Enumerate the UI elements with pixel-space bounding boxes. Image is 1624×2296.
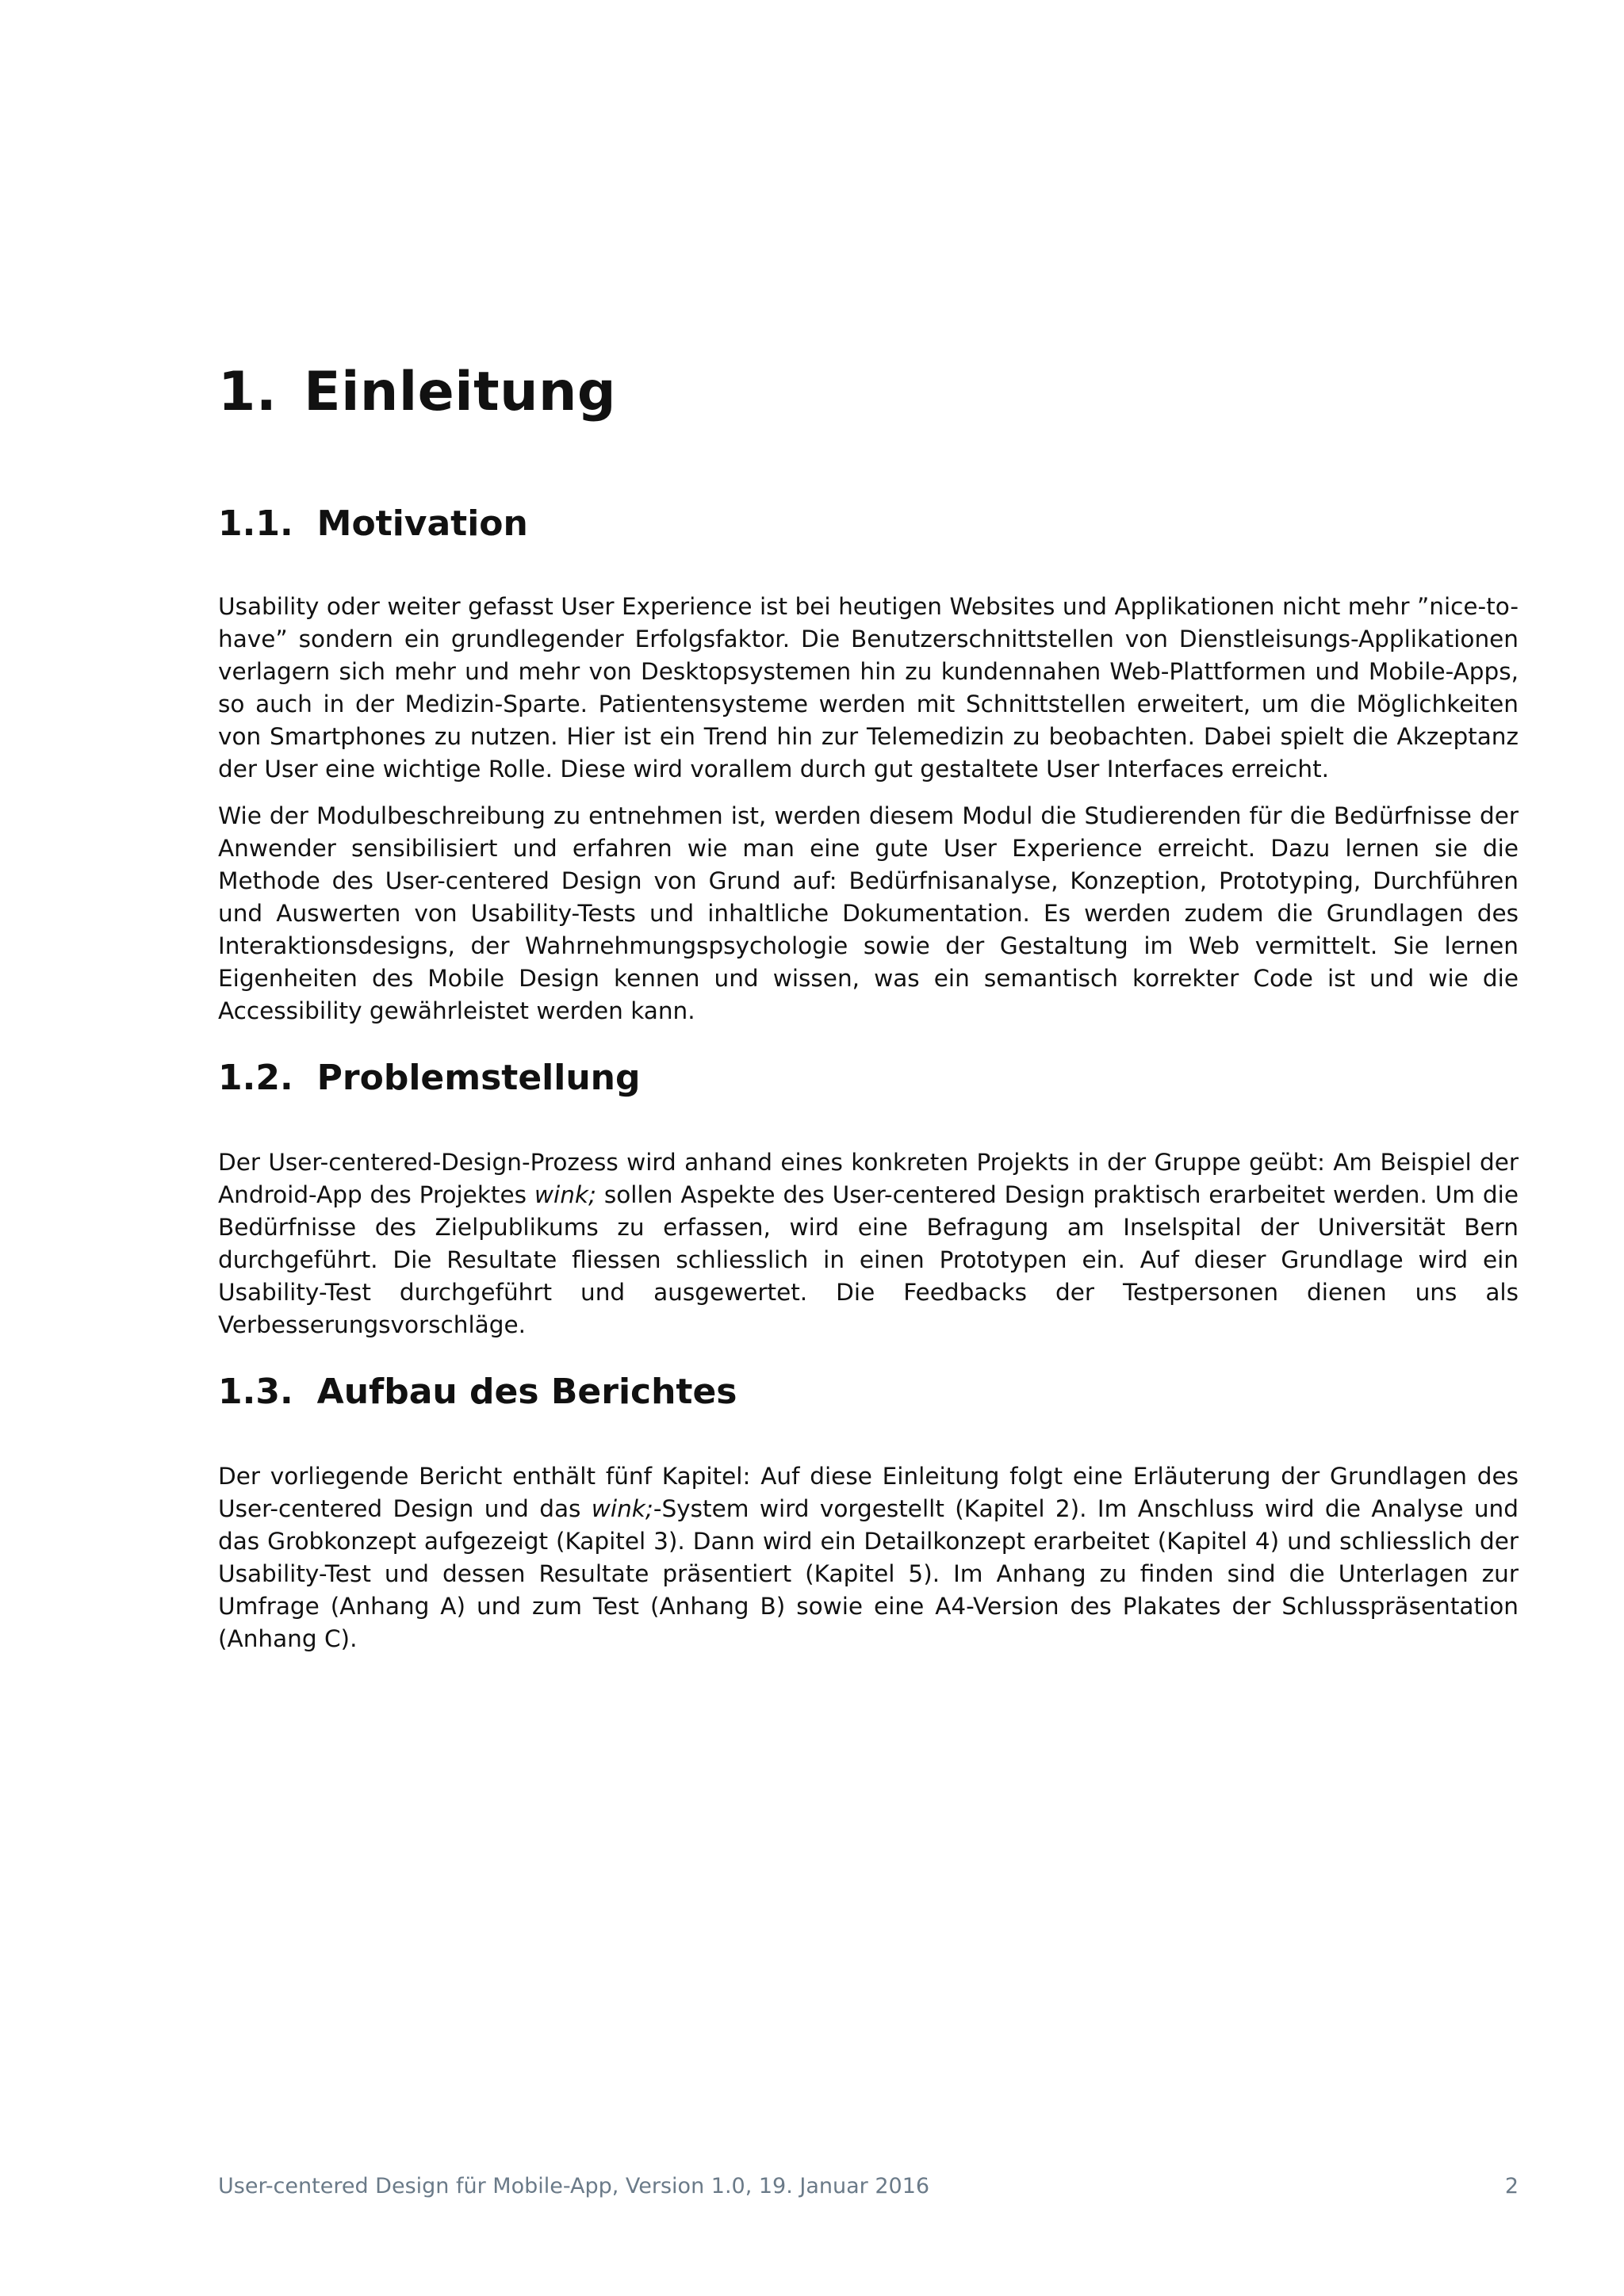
section-number: 1.3. <box>218 1372 293 1412</box>
chapter-title <box>218 363 616 423</box>
section-title-text: Motivation <box>316 503 528 544</box>
paragraph-text: Der vorliegende Bericht enthält fünf Kapitel: Auf diese Einleitung folgt eine Erläuterung der Grundlagen des User-centered Design und das <box>218 1463 1519 1522</box>
section-title-motivation <box>218 505 528 543</box>
project-name-wink: wink; <box>534 1181 596 1208</box>
paragraph-motivation-1: Usability oder weiter gefasst User Experience ist bei heutigen Websites und Applikationen nicht mehr ”nice-to-have” sondern ein grundlegender Erfolgsfaktor. Die Benutzerschnittstellen von Dienstleisungs-Applikationen verlagern sich mehr und mehr von Desktopsystemen hin zu kundennahen Web-Plattformen und Mobile-Apps, so auch in der Medizin-Sparte. Patientensysteme werden mit Schnittstellen erweitert, um die Möglichkeiten von Smartphones zu nutzen. Hier ist ein Trend hin zur Telemedizin zu beobachten. Dabei spielt die Akzeptanz der User eine wichtige Rolle. Diese wird vorallem durch gut gestaltete User Interfaces erreicht. <box>218 593 1519 783</box>
section-title-problemstellung <box>218 1059 641 1097</box>
chapter-title-text: Einleitung <box>304 361 617 423</box>
section-title-aufbau <box>218 1373 737 1411</box>
paragraph-problemstellung <box>218 1146 1519 1341</box>
section-number: 1.1. <box>218 503 293 544</box>
section-number: 1.2. <box>218 1058 293 1098</box>
paragraph-text: Der User-centered-Design-Prozess wird anhand eines konkreten Projekts in der Gruppe geübt: Am Beispiel der Android-App des Projektes <box>218 1149 1519 1208</box>
footer-title: User-centered Design für Mobile-App, Version 1.0, 19. Januar 2016 <box>218 2174 930 2198</box>
project-name-wink: wink; <box>591 1495 653 1522</box>
page-number: 2 <box>1504 2174 1519 2198</box>
section-title-text: Problemstellung <box>316 1058 641 1098</box>
paragraph-motivation-2: Wie der Modulbeschreibung zu entnehmen ist, werden diesem Modul die Studierenden für die Bedürfnisse der Anwender sensibilisiert und erfahren wie man eine gute User Experience erreicht. Dazu lernen sie die Methode des User-centered Design von Grund auf: Bedürfnisanalyse, Konzeption, Prototyping, Durchführen und Auswerten von Usability-Tests und inhaltliche Dokumentation. Es werden zudem die Grundlagen des Interaktionsdesigns, der Wahrnehmungspsychologie sowie der Gestaltung im Web vermittelt. Sie lernen Eigenheiten des Mobile Design kennen und wissen, was ein semantisch korrekter Code ist und wie die Accessibility gewährleistet werden kann. <box>218 802 1519 1024</box>
paragraph-text: -System wird vorgestellt (Kapitel 2). Im Anschluss wird die Analyse und das Grobkonzept aufgezeigt (Kapitel 3). Dann wird ein Detailkonzept erarbeitet (Kapitel 4) und schliesslich der Usability-Test und dessen Resultate präsentiert (Kapitel 5). Im Anhang zu finden sind die Unterlagen zur Umfrage (Anhang A) und zum Test (Anhang B) sowie eine A4-Version des Plakates der Schlusspräsentation (Anhang C). <box>218 1495 1519 1652</box>
section-title-text: Aufbau des Berichtes <box>316 1372 737 1412</box>
paragraph-text: sollen Aspekte des User-centered Design praktisch erarbeitet werden. Um die Bedürfnisse des Zielpublikums zu erfassen, wird eine Befragung am Inselspital der Universität Bern durchgeführt. Die Resultate fliessen schliesslich in einen Prototypen ein. Auf dieser Grundlage wird ein Usability-Test durchgeführt und ausgewertet. Die Feedbacks der Testpersonen dienen uns als Verbesserungsvorschläge. <box>218 1181 1519 1338</box>
paragraph-aufbau <box>218 1460 1519 1655</box>
chapter-number: 1. <box>218 361 278 423</box>
document-page <box>218 0 1519 2296</box>
